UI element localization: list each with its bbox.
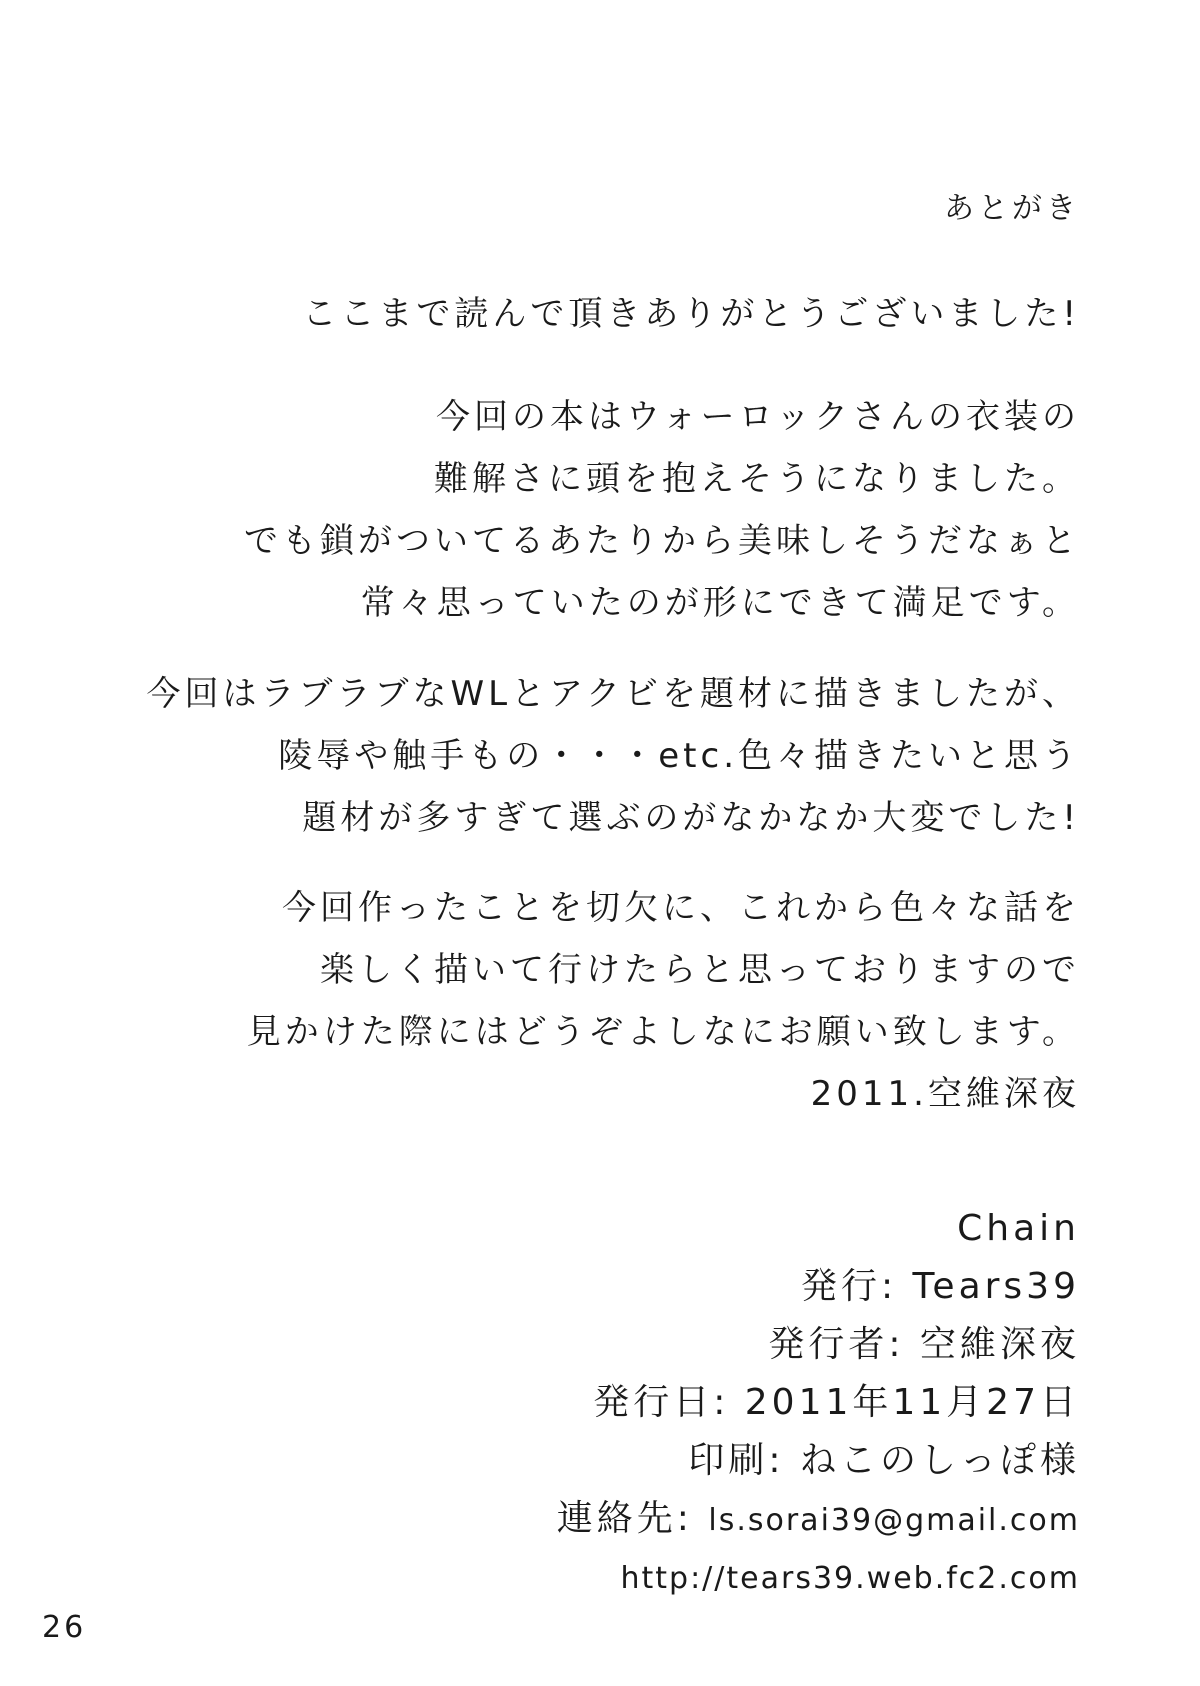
afterword-line: 今回の本はウォーロックさんの衣装の [436, 397, 1080, 437]
contact-email: ls.sorai39@gmail.com [708, 1503, 1080, 1538]
contact-label: 連絡先: [556, 1498, 693, 1539]
afterword-heading: あとがき [944, 191, 1080, 226]
afterword-line: 題材が多すぎて選ぶのがなかなか大変でした! [302, 798, 1080, 838]
afterword-line: 今回はラブラブなWLとアクビを題材に描きましたが、 [146, 674, 1080, 714]
website-url: http://tears39.web.fc2.com [620, 1561, 1080, 1596]
afterword-paragraph-4 [247, 877, 1080, 1125]
afterword-line: でも鎖がついてるあたりから美味しそうだなぁと [244, 521, 1080, 561]
printer-line: 印刷: ねこのしっぽ様 [688, 1440, 1080, 1481]
issuer-line: 発行者: 空維深夜 [768, 1324, 1080, 1365]
afterword-paragraph-1 [302, 283, 1080, 345]
afterword-line: 陵辱や触手もの・・・etc.色々描きたいと思う [278, 736, 1080, 776]
publisher-line: 発行: Tears39 [800, 1266, 1080, 1307]
afterword-line: 今回作ったことを切欠に、これから色々な話を [282, 888, 1080, 928]
afterword-line: 常々思っていたのが形にできて満足です。 [360, 583, 1080, 623]
afterword-paragraph-2 [244, 386, 1080, 634]
page-number: 26 [42, 1610, 87, 1645]
afterword-line: 楽しく描いて行けたらと思っておりますので [320, 950, 1080, 990]
afterword-paragraph-3 [146, 663, 1080, 849]
afterword-signature: 2011.空維深夜 [810, 1074, 1080, 1114]
afterword-line: 見かけた際にはどうぞよしなにお願い致します。 [246, 1012, 1080, 1052]
publish-date-line: 発行日: 2011年11月27日 [593, 1382, 1080, 1423]
contact-line [557, 1490, 1080, 1550]
afterword-line: 難解さに頭を抱えそうになりました。 [434, 459, 1080, 499]
book-title: Chain [957, 1208, 1080, 1249]
afterword-line: ここまで読んで頂きありがとうございました! [302, 294, 1080, 334]
colophon [557, 1200, 1080, 1608]
